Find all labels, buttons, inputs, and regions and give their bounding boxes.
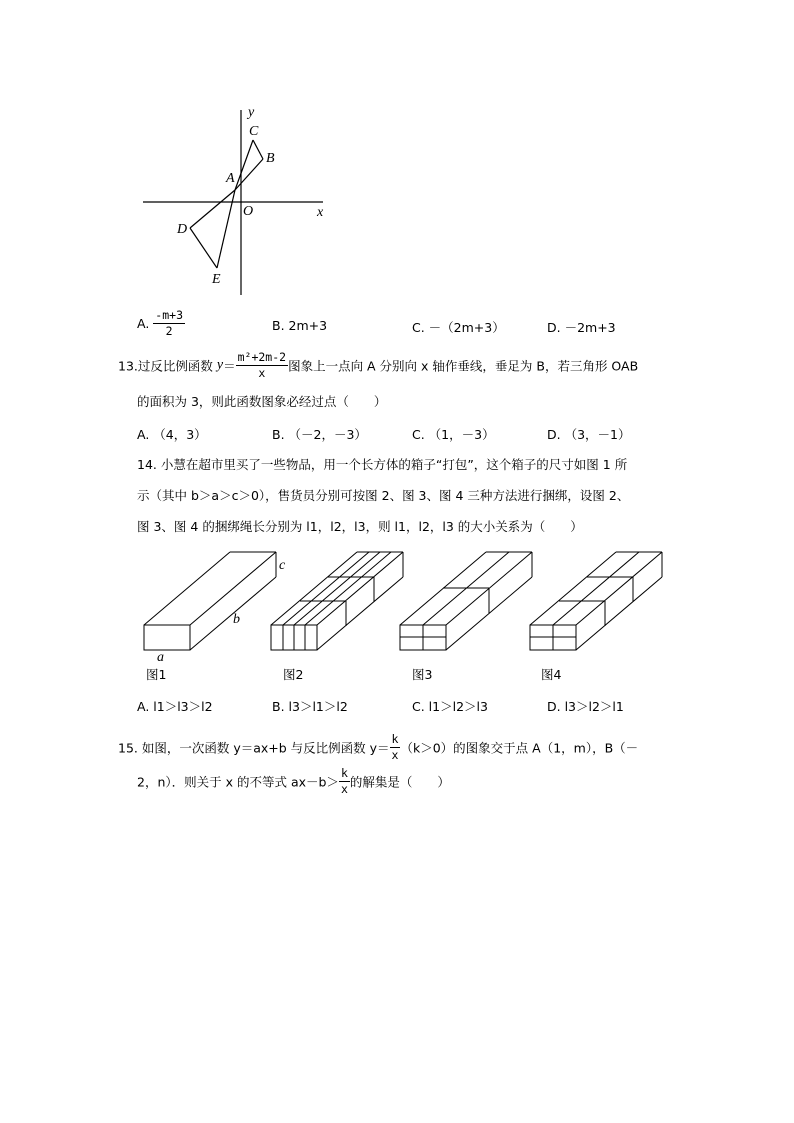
q12-option-c: C. －（2m+3） [412, 320, 505, 335]
caption-figure-4: 图4 [541, 667, 562, 682]
q14-option-b: B. l3＞l1＞l2 [272, 699, 348, 714]
label-d: D [177, 222, 188, 237]
figure-4-box [530, 552, 662, 650]
q13-stem-line1: 13.过反比例函数 y＝ $\frac{\text{m²+2m-2}}{x}$ 图象上一点向 A 分别向 x 轴作垂线，垂足为 B，若三角形 OAB [118, 350, 639, 380]
label-c: C [249, 124, 259, 139]
label-e: E [212, 272, 221, 287]
dim-label-c: c [279, 558, 286, 573]
q13-stem-line2: 的面积为 3，则此函数图象必经过点（ ） [137, 394, 387, 409]
q12-option-a: A. $\frac{-m+3}{2}$ [137, 308, 183, 338]
q14-option-c: C. l1＞l2＞l3 [412, 699, 488, 714]
label-a: A [226, 171, 235, 186]
q13-option-a: A. （4，3） [137, 427, 207, 442]
label-x: x [317, 205, 324, 220]
figure-3-box [400, 552, 532, 650]
dim-label-b: b [233, 612, 240, 627]
caption-figure-1: 图1 [146, 667, 167, 682]
q14-stem-line3: 图 3、图 4 的捆绑绳长分别为 l1，l2，l3，则 l1，l2，l3 的大小关系为（ ） [137, 519, 583, 534]
q12-figure [135, 100, 345, 300]
segment-de [190, 228, 217, 268]
q14-stem-line1: 14. 小慧在超市里买了一些物品，用一个长方体的箱子“打包”，这个箱子的尺寸如图 1 所 [137, 457, 628, 472]
dim-label-a: a [157, 650, 164, 665]
q14-option-a: A. l1＞l3＞l2 [137, 699, 213, 714]
figure-1-box [144, 552, 276, 650]
figure-2-box [271, 552, 403, 650]
q15-stem-line2: 2，n）．则关于 x 的不等式 ax－b＞ $\frac{k}{x}$ 的解集是（ ） [137, 766, 450, 796]
q14-stem-line2: 示（其中 b＞a＞c＞0），售货员分别可按图 2、图 3、图 4 三种方法进行捆绑，设图 2、 [137, 488, 630, 503]
label-o: O [243, 204, 254, 219]
segment-ab [235, 159, 263, 190]
q13-option-b: B. （－2，－3） [272, 427, 367, 442]
q12-option-d: D. －2m+3 [547, 320, 616, 335]
segment-cb [253, 140, 263, 159]
q14-option-d: D. l3＞l2＞l1 [547, 699, 624, 714]
q13-option-d: D. （3，－1） [547, 427, 631, 442]
q15-stem-line1: 15. 如图，一次函数 y＝ax+b 与反比例函数 y＝ $\frac{k}{x}$ （k＞0）的图象交于点 A（1，m），B（－ [118, 732, 639, 762]
q13-option-c: C. （1，－3） [412, 427, 495, 442]
segment-ad [190, 190, 235, 228]
q14-figures [130, 548, 670, 683]
label-b: B [266, 151, 275, 166]
label-y: y [248, 105, 255, 120]
segment-ac [235, 140, 253, 190]
q12-option-b: B. 2m+3 [272, 318, 328, 333]
caption-figure-2: 图2 [283, 667, 304, 682]
caption-figure-3: 图3 [412, 667, 433, 682]
